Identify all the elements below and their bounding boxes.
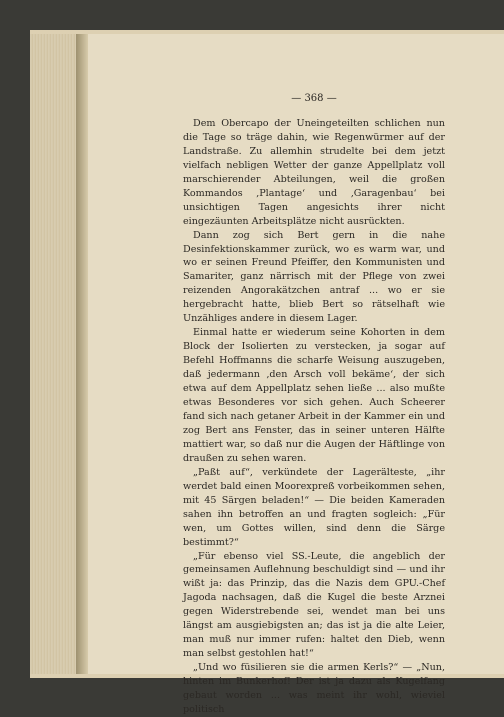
page-number: — 368 — (291, 93, 337, 104)
page-text (183, 93, 445, 717)
paragraph: „Und wo füsilieren sie die armen Kerls?“ — „Nun, hinten im Bunkerhof! Der ist ja dazu als Kugelfang gebaut worden ... was meint ihr wohl, wieviel politisch (183, 662, 445, 715)
page-edges (30, 34, 77, 674)
paragraph: Einmal hatte er wiederum seine Kohorten in dem Block der Isolierten zu verstecken, ja sogar auf Befehl Hoffmanns die scharfe Weisung auszugeben, daß jedermann ‚den Arsch voll bekäme‘, der sich etwa auf dem Appellplatz sehen ließe ... also mußte etwas Besonderes vor sich gehen. Auch Scheerer fand sich nach getaner Arbeit in der Kammer ein und zog Bert ans Fenster, das in seiner unteren Hälfte mattiert war, so daß nur die Augen der Häftlinge von draußen zu sehen waren. (183, 327, 445, 464)
paragraph: Dem Obercapo der Uneingeteilten schlichen nun die Tage so träge dahin, wie Regenwürmer auf der Landstraße. Zu allemhin strudelte bei dem jetzt vielfach nebligen Wetter der ganze Appellplatz voll marschierender Abteilungen, weil die großen Kommandos ‚Plantage‘ und ‚Garagenbau‘ bei unsichtigen Tagen angesichts ihrer nicht eingezäunten Arbeitsplätze nicht ausrückten. (183, 117, 445, 227)
paragraph: „Paßt auf“, verkündete der Lagerälteste, „ihr werdet bald einen Moorexpreß vorbeikommen sehen, mit 45 Särgen beladen!“ — Die beiden Kameraden sahen ihn betroffen an und fragten sogleich: „Für wen, um Gottes willen, sind denn die Särge bestimmt?“ (183, 466, 445, 548)
page-gutter (76, 34, 88, 674)
paragraph: Dann zog sich Bert gern in die nahe Desinfektionskammer zurück, wo es warm war, und wo er seinen Freund Pfeiffer, den Kommunisten und Samariter, ganz närrisch mit der Pflege von zwei reizenden Angorakätzchen antraf ... wo er sie hergebracht hatte, blieb Bert so rätselhaft wie Unzähliges andere in diesem Lager. (183, 229, 445, 325)
paragraph: „Für ebenso viel SS.-Leute, die angeblich der gemeinsamen Auflehnung beschuldigt sind — und ihr wißt ja: das Prinzip, das die Nazis dem GPU.-Chef Jagoda nachsagen, daß die Kugel die beste Arznei gegen Widerstrebende sei, wendet man bei uns längst am ausgiebigsten an; das ist ja die alte Leier, man muß nur immer rufen: haltet den Dieb, wenn man selbst gestohlen hat!“ (183, 550, 445, 660)
